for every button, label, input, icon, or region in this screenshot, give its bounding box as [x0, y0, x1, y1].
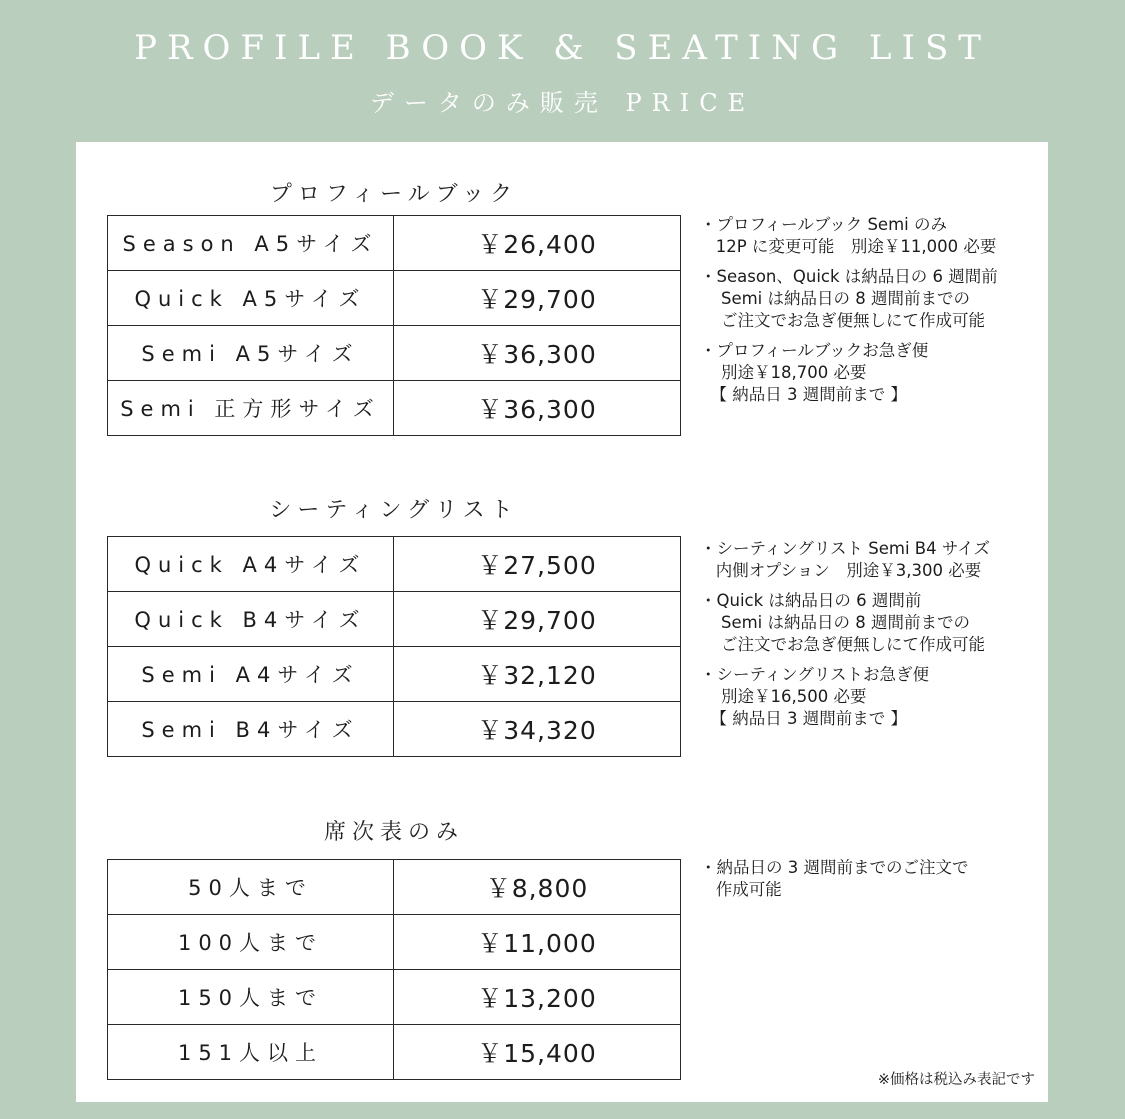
price-table-seating-list — [107, 536, 681, 757]
row-price: ￥36,300 — [394, 381, 681, 436]
row-label: Semi A4サイズ — [108, 647, 394, 702]
table-row — [108, 860, 681, 915]
section-heading-seating-chart: 席次表のみ — [323, 820, 464, 845]
table-row — [108, 1025, 681, 1080]
note-item: ・シーティングリスト Semi B4 サイズ 内側オプション 別途￥3,300 必要 — [700, 539, 991, 580]
notes-seating-list — [700, 538, 1030, 738]
row-label: 150人まで — [108, 970, 394, 1025]
table-row — [108, 647, 681, 702]
row-label: 151人以上 — [108, 1025, 394, 1080]
row-price: ￥8,800 — [394, 860, 681, 915]
table-row — [108, 271, 681, 326]
note-item: ・シーティングリストお急ぎ便 別途￥16,500 必要 【 納品日 3 週間前まで 】 — [700, 665, 930, 728]
row-price: ￥29,700 — [394, 592, 681, 647]
row-label: Quick A4サイズ — [108, 537, 394, 592]
row-price: ￥26,400 — [394, 216, 681, 271]
row-label: 100人まで — [108, 915, 394, 970]
row-label: Semi B4サイズ — [108, 702, 394, 757]
table-row — [108, 702, 681, 757]
table-row — [108, 326, 681, 381]
row-price: ￥34,320 — [394, 702, 681, 757]
note-item: ・Season、Quick は納品日の 6 週間前 Semi は納品日の 8 週間前までの ご注文でお急ぎ便無しにて作成可能 — [700, 267, 998, 330]
note-item: ・プロフィールブックお急ぎ便 別途￥18,700 必要 【 納品日 3 週間前まで 】 — [700, 341, 929, 404]
table-row — [108, 915, 681, 970]
section-heading-seating-list: シーティングリスト — [269, 498, 519, 523]
row-price: ￥13,200 — [394, 970, 681, 1025]
tax-footnote: ※価格は税込み表記です — [877, 1072, 1035, 1088]
note-item: ・納品日の 3 週間前までのご注文で 作成可能 — [700, 858, 969, 899]
row-price: ￥27,500 — [394, 537, 681, 592]
table-row — [108, 381, 681, 436]
row-price: ￥29,700 — [394, 271, 681, 326]
table-row — [108, 970, 681, 1025]
row-price: ￥15,400 — [394, 1025, 681, 1080]
table-row — [108, 537, 681, 592]
price-table-profile-book — [107, 215, 681, 436]
page-subtitle: データのみ販売 PRICE — [369, 89, 756, 117]
notes-seating-chart — [700, 857, 1030, 909]
row-price: ￥36,300 — [394, 326, 681, 381]
row-price: ￥11,000 — [394, 915, 681, 970]
notes-profile-book — [700, 214, 1030, 414]
row-label: Quick A5サイズ — [108, 271, 394, 326]
row-price: ￥32,120 — [394, 647, 681, 702]
row-label: Semi A5サイズ — [108, 326, 394, 381]
note-item: ・Quick は納品日の 6 週間前 Semi は納品日の 8 週間前までの ご注文でお急ぎ便無しにて作成可能 — [700, 591, 985, 654]
row-label: Semi 正方形サイズ — [108, 381, 394, 436]
row-label: Season A5サイズ — [108, 216, 394, 271]
page-title: PROFILE BOOK & SEATING LIST — [134, 28, 991, 68]
row-label: 50人まで — [108, 860, 394, 915]
row-label: Quick B4サイズ — [108, 592, 394, 647]
note-item: ・プロフィールブック Semi のみ 12P に変更可能 別途￥11,000 必要 — [700, 215, 997, 256]
table-row — [108, 216, 681, 271]
section-heading-profile-book: プロフィールブック — [269, 182, 519, 207]
table-row — [108, 592, 681, 647]
price-table-seating-chart — [107, 859, 681, 1080]
